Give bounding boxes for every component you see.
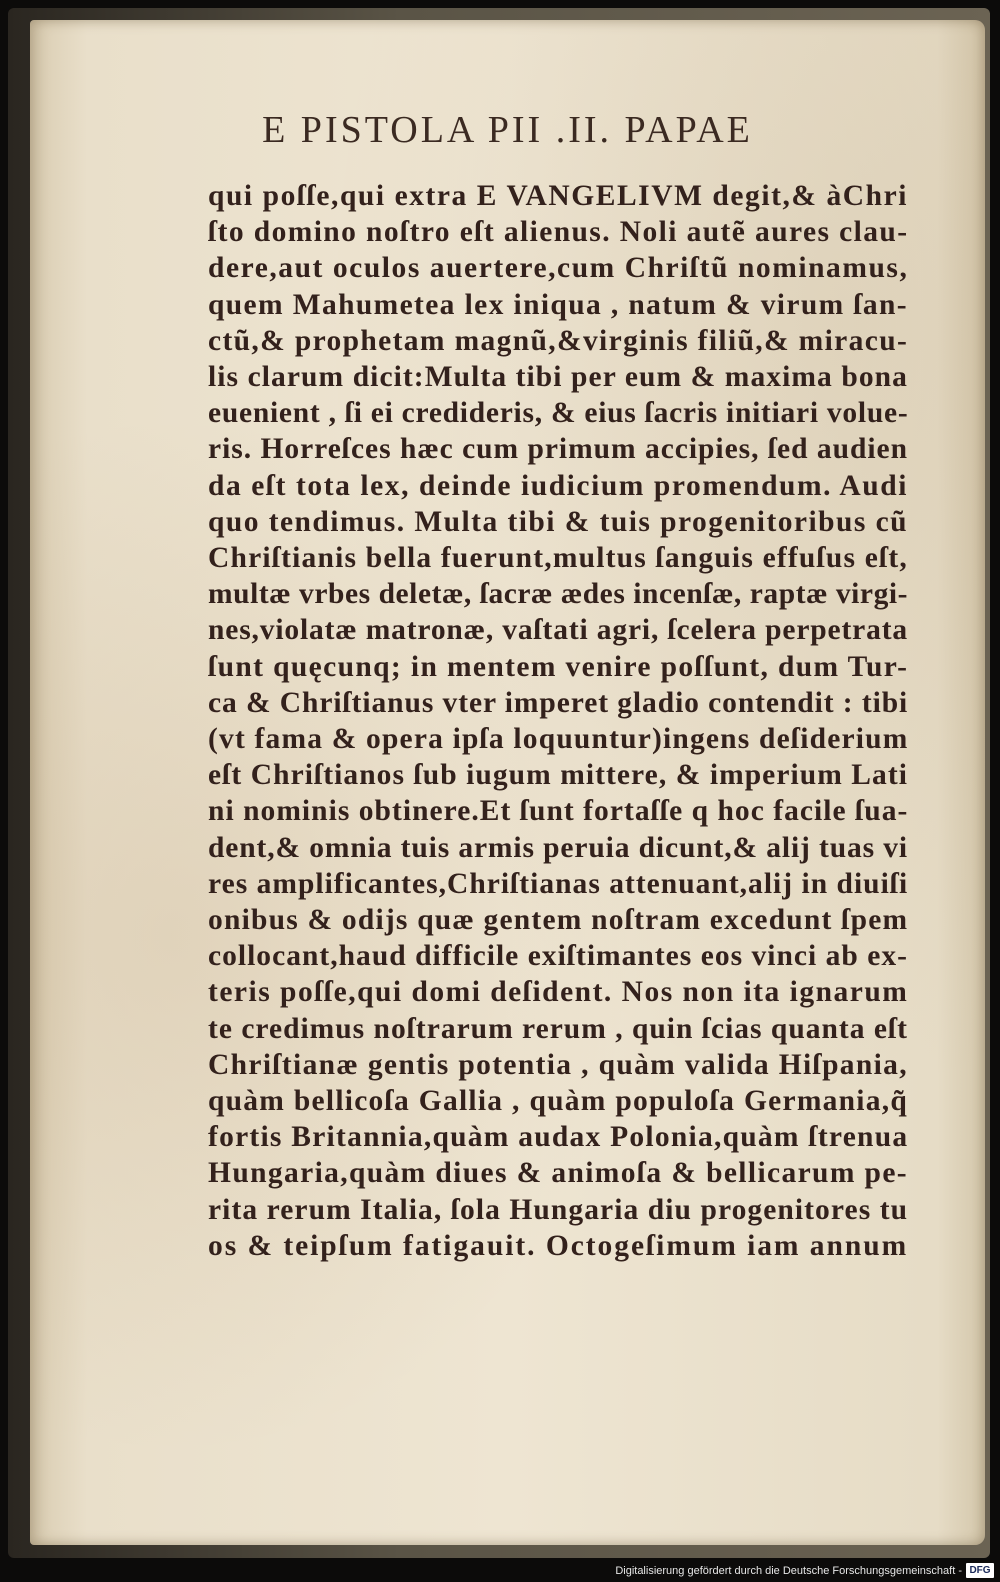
scanned-page [30,20,985,1545]
text-line: rita rerum Italia, ſola Hungaria diu progenitores tu [208,1193,909,1226]
text-line: dere,aut oculos auertere,cum Chriſtũ nominamus, [208,252,909,285]
text-line: ni nominis obtinere.Et ſunt fortaſſe q hoc facile ſua- [208,795,909,828]
text-line: multæ vrbes deletæ, ſacræ ædes incenſæ, raptæ virgi- [208,578,909,611]
text-line: Chriſtianis bella fuerunt,multus ſanguis effuſus eſt, [208,542,908,575]
text-line: da eſt tota lex, deinde iudicium promendum. Audi [208,469,908,502]
text-line: nes,violatæ matronæ, vaſtati agri, ſcelera perpetrata [208,614,908,647]
credit-text: Digitalisierung gefördert durch die Deutsche Forschungsgemeinschaft - [615,1565,962,1577]
text-line: teris poſſe,qui domi deſident. Nos non ita ignarum [208,976,909,1009]
body-text [208,178,908,1264]
text-line: fortis Britannia,quàm audax Polonia,quàm ſtrenua [208,1121,909,1154]
dfg-logo: DFG [966,1563,994,1578]
text-line: ctũ,& prophetam magnũ,&virginis filiũ,& miracu- [208,324,909,357]
text-line: eſt Chriſtianos ſub iugum mittere, & imperium Lati [208,759,908,792]
text-line: lis clarum dicit:Multa tibi per eum & maxima bona [208,361,908,394]
running-title: E PISTOLA PII .II. PAPAE [262,109,753,151]
text-line: onibus & odijs quæ gentem noſtram excedunt ſpem [208,904,909,937]
text-line: ca & Chriſtianus vter imperet gladio contendit : tibi [208,686,909,719]
text-line: qui poſſe,qui extra E VANGELIVM degit,& àChri [208,180,908,212]
text-line: (vt fama & opera ipſa loquuntur)ingens deſiderium [208,723,909,756]
digitization-credit [615,1565,962,1577]
text-line: res amplificantes,Chriſtianas attenuant,alij in diuiſi [208,867,909,900]
text-line: ris. Horreſces hæc cum primum accipies, ſed audien [208,433,908,466]
text-line: dent,& omnia tuis armis peruia dicunt,& alij tuas vi [208,831,908,864]
text-line: Chriſtianæ gentis potentia , quàm valida Hiſpania, [208,1048,908,1081]
text-line: euenient , ſi ei credideris, & eius ſacris initiari volue- [208,397,909,430]
text-line: quàm bellicoſa Gallia , quàm populoſa Germania,q̃ [208,1085,908,1118]
text-line: ſunt quęcunq; in mentem venire poſſunt, dum Tur- [208,650,909,683]
text-line: Hungaria,quàm diues & animoſa & bellicarum pe- [208,1157,908,1190]
text-line: ſto domino noſtro eſt alienus. Noli autẽ aures clau- [208,216,909,249]
text-line: collocant,haud difficile exiſtimantes eos vinci ab ex- [208,940,908,973]
text-line: te credimus noſtrarum rerum , quin ſcias quanta eſt [208,1012,908,1045]
text-line: os & teipſum fatigauit. Octogeſimum iam annum [208,1229,909,1262]
text-line: quem Mahumetea lex iniqua , natum & virum ſan- [208,288,908,321]
text-line: quo tendimus. Multa tibi & tuis progenitoribus cũ [208,505,908,538]
